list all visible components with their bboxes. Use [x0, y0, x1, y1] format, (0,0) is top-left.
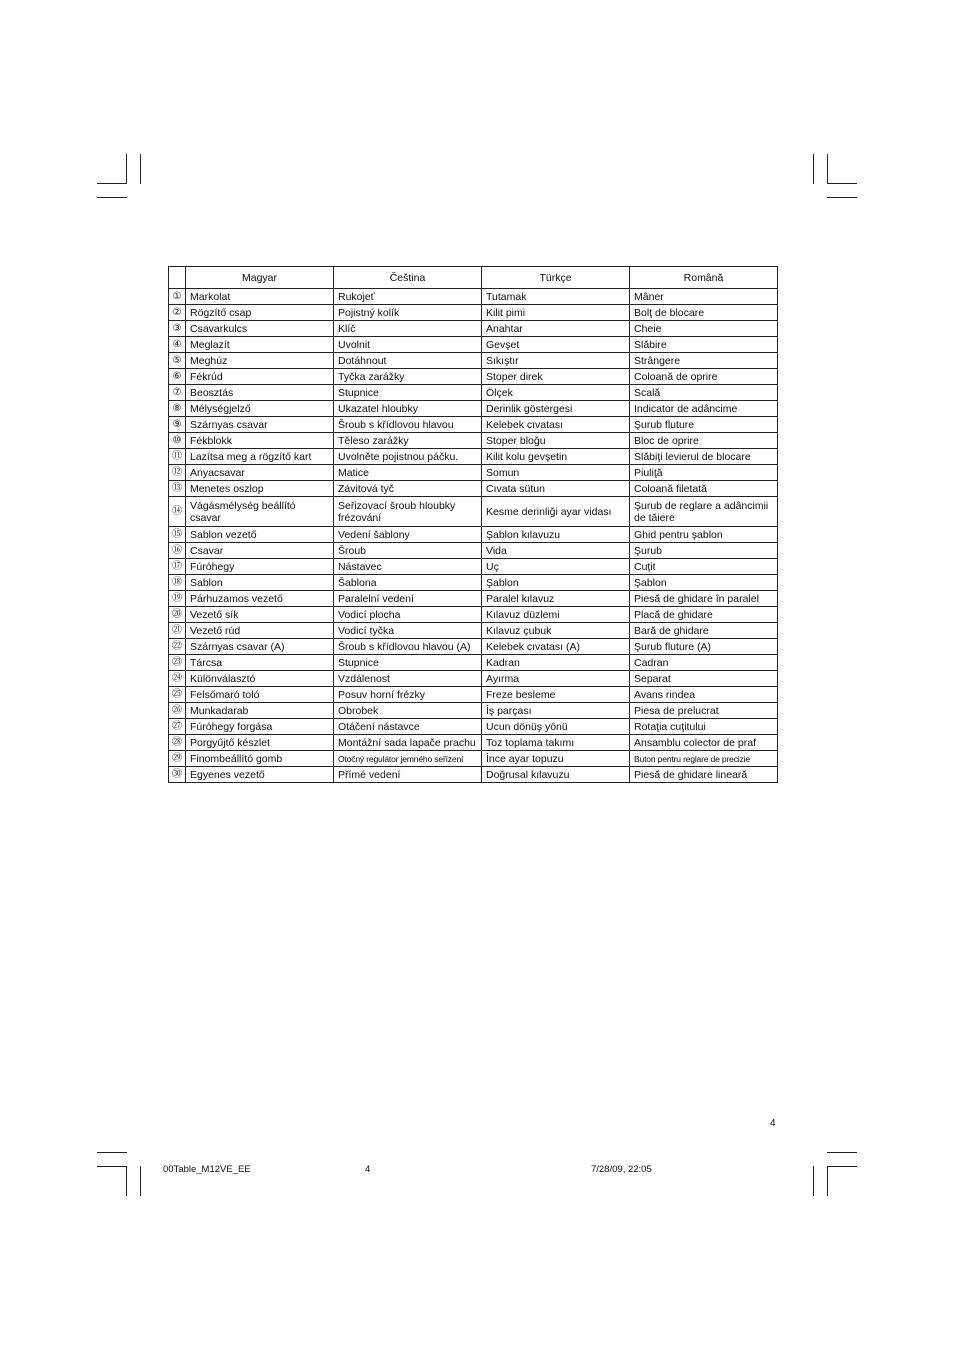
cell-magyar: Vezető sík	[186, 607, 334, 623]
table-row	[169, 481, 778, 497]
cell-romana: Bară de ghidare	[630, 623, 778, 639]
row-number: ⑥	[169, 369, 186, 385]
cell-romana: Piesă de ghidare în paralel	[630, 591, 778, 607]
cell-romana: Strângere	[630, 353, 778, 369]
row-number: ④	[169, 337, 186, 353]
cell-cestina: Šroub	[334, 543, 482, 559]
row-number: ㉔	[169, 671, 186, 687]
cell-cestina: Rukojeť	[334, 289, 482, 305]
table-row	[169, 671, 778, 687]
row-number: ⑬	[169, 481, 186, 497]
table-row	[169, 591, 778, 607]
row-number: ⑧	[169, 401, 186, 417]
cell-romana: Şurub fluture (A)	[630, 639, 778, 655]
cell-turkce: Somun	[482, 465, 630, 481]
cell-cestina: Nástavec	[334, 559, 482, 575]
row-number: ⑫	[169, 465, 186, 481]
crop-mark	[827, 1166, 828, 1196]
cell-romana: Şurub de reglare a adâncimii de tăiere	[630, 497, 778, 527]
row-number: ⑱	[169, 575, 186, 591]
table-row	[169, 639, 778, 655]
footer-file-name: 00Table_M12VE_EE	[163, 1164, 251, 1175]
cell-magyar: Csavar	[186, 543, 334, 559]
cell-magyar: Fékblokk	[186, 433, 334, 449]
cell-cestina: Uvolněte pojistnou páčku.	[334, 449, 482, 465]
table-row	[169, 305, 778, 321]
cell-romana: Cheie	[630, 321, 778, 337]
cell-cestina: Montážní sada lapače prachu	[334, 735, 482, 751]
cell-romana: Şurub fluture	[630, 417, 778, 433]
row-number: ⑪	[169, 449, 186, 465]
table-row	[169, 369, 778, 385]
cell-cestina: Matice	[334, 465, 482, 481]
cell-magyar: Menetes oszlop	[186, 481, 334, 497]
cell-turkce: Ölçek	[482, 385, 630, 401]
cell-magyar: Vezető rúd	[186, 623, 334, 639]
page-number: 4	[770, 1118, 776, 1129]
cell-magyar: Porgyűjtő készlet	[186, 735, 334, 751]
cell-turkce: Kelebek cıvatası	[482, 417, 630, 433]
crop-mark	[126, 154, 127, 184]
header-number-column	[169, 267, 186, 289]
crop-mark	[126, 1166, 127, 1196]
cell-cestina: Dotáhnout	[334, 353, 482, 369]
row-number: ⑭	[169, 497, 186, 527]
row-number: ㉑	[169, 623, 186, 639]
table-row	[169, 623, 778, 639]
row-number: ⑦	[169, 385, 186, 401]
cell-turkce: Kadran	[482, 655, 630, 671]
row-number: ⑤	[169, 353, 186, 369]
cell-turkce: Stoper bloğu	[482, 433, 630, 449]
cell-magyar: Lazítsa meg a rögzítő kart	[186, 449, 334, 465]
row-number: ㉚	[169, 767, 186, 783]
table-row	[169, 607, 778, 623]
cell-cestina: Otáčení nástavce	[334, 719, 482, 735]
row-number: ⑯	[169, 543, 186, 559]
row-number: ㉕	[169, 687, 186, 703]
cell-cestina: Závitová tyč	[334, 481, 482, 497]
cell-romana: Buton pentru reglare de precizie	[630, 751, 778, 767]
cell-cestina: Vodicí tyčka	[334, 623, 482, 639]
header-turkce: Türkçe	[482, 267, 630, 289]
table-row	[169, 655, 778, 671]
table-row	[169, 449, 778, 465]
crop-mark	[813, 1166, 814, 1196]
cell-turkce: Cıvata sütun	[482, 481, 630, 497]
cell-magyar: Párhuzamos vezető	[186, 591, 334, 607]
cell-turkce: Uç	[482, 559, 630, 575]
cell-cestina: Těleso zarážky	[334, 433, 482, 449]
cell-magyar: Rögzítő csap	[186, 305, 334, 321]
table-row	[169, 543, 778, 559]
header-magyar: Magyar	[186, 267, 334, 289]
cell-romana: Placă de ghidare	[630, 607, 778, 623]
row-number: ②	[169, 305, 186, 321]
table-row	[169, 289, 778, 305]
cell-cestina: Pojistný kolík	[334, 305, 482, 321]
cell-turkce: Şablon	[482, 575, 630, 591]
crop-mark	[827, 197, 857, 198]
footer-timestamp: 7/28/09, 22:05	[591, 1164, 652, 1175]
cell-cestina: Paralelní vedení	[334, 591, 482, 607]
cell-cestina: Vedení šablony	[334, 527, 482, 543]
cell-romana: Slăbire	[630, 337, 778, 353]
header-cestina: Čeština	[334, 267, 482, 289]
cell-turkce: Kılavuz çubuk	[482, 623, 630, 639]
cell-romana: Piesă de ghidare lineară	[630, 767, 778, 783]
cell-romana: Separat	[630, 671, 778, 687]
cell-turkce: İş parçası	[482, 703, 630, 719]
cell-turkce: Toz toplama takımı	[482, 735, 630, 751]
cell-magyar: Szárnyas csavar	[186, 417, 334, 433]
table-row	[169, 385, 778, 401]
cell-cestina: Otočný regulátor jemného seřízení	[334, 751, 482, 767]
cell-turkce: Doğrusal kılavuzu	[482, 767, 630, 783]
cell-romana: Scală	[630, 385, 778, 401]
crop-mark	[97, 197, 127, 198]
cell-cestina: Vodicí plocha	[334, 607, 482, 623]
cell-magyar: Felsőmaró toló	[186, 687, 334, 703]
cell-turkce: Tutamak	[482, 289, 630, 305]
cell-cestina: Klíč	[334, 321, 482, 337]
row-number: ⑩	[169, 433, 186, 449]
cell-romana: Ghid pentru şablon	[630, 527, 778, 543]
cell-cestina: Posuv horní frézky	[334, 687, 482, 703]
row-number: ③	[169, 321, 186, 337]
cell-turkce: Stoper direk	[482, 369, 630, 385]
cell-romana: Şablon	[630, 575, 778, 591]
table-row	[169, 559, 778, 575]
cell-turkce: Paralel kılavuz	[482, 591, 630, 607]
table-row	[169, 353, 778, 369]
row-number: ⑮	[169, 527, 186, 543]
crop-mark	[97, 183, 127, 184]
crop-mark	[140, 154, 141, 184]
cell-romana: Ansamblu colector de praf	[630, 735, 778, 751]
cell-turkce: Kılavuz düzlemi	[482, 607, 630, 623]
table-row	[169, 527, 778, 543]
crop-mark	[813, 154, 814, 184]
cell-magyar: Mélységjelző	[186, 401, 334, 417]
row-number: ⑨	[169, 417, 186, 433]
cell-romana: Piuliţă	[630, 465, 778, 481]
crop-mark	[97, 1166, 127, 1167]
cell-cestina: Seřizovací šroub hloubky frézování	[334, 497, 482, 527]
row-number: ①	[169, 289, 186, 305]
cell-magyar: Munkadarab	[186, 703, 334, 719]
cell-magyar: Különválasztó	[186, 671, 334, 687]
cell-magyar: Csavarkulcs	[186, 321, 334, 337]
cell-magyar: Fúróhegy	[186, 559, 334, 575]
table-row	[169, 321, 778, 337]
cell-magyar: Beosztás	[186, 385, 334, 401]
cell-romana: Coloană filetată	[630, 481, 778, 497]
cell-romana: Avans rindea	[630, 687, 778, 703]
cell-turkce: Derinlik göstergesi	[482, 401, 630, 417]
cell-magyar: Tárcsa	[186, 655, 334, 671]
cell-turkce: Kesme derinliği ayar vidası	[482, 497, 630, 527]
cell-magyar: Fúróhegy forgása	[186, 719, 334, 735]
cell-turkce: Kilit pimi	[482, 305, 630, 321]
cell-cestina: Přímé vedení	[334, 767, 482, 783]
cell-magyar: Sablon vezető	[186, 527, 334, 543]
crop-mark	[140, 1166, 141, 1196]
table-header-row	[169, 267, 778, 289]
cell-romana: Piesa de prelucrat	[630, 703, 778, 719]
cell-turkce: Freze besleme	[482, 687, 630, 703]
cell-cestina: Šroub s křídlovou hlavou (A)	[334, 639, 482, 655]
table-row	[169, 751, 778, 767]
cell-turkce: Kelebek cıvatası (A)	[482, 639, 630, 655]
cell-turkce: Anahtar	[482, 321, 630, 337]
table-row	[169, 401, 778, 417]
cell-romana: Cadran	[630, 655, 778, 671]
cell-turkce: Gevşet	[482, 337, 630, 353]
cell-turkce: Kilit kolu gevşetin	[482, 449, 630, 465]
cell-magyar: Markolat	[186, 289, 334, 305]
cell-turkce: Ayırma	[482, 671, 630, 687]
footer-page-number: 4	[365, 1164, 371, 1175]
crop-mark	[827, 1152, 857, 1153]
cell-magyar: Finombeállító gomb	[186, 751, 334, 767]
header-romana: Română	[630, 267, 778, 289]
table-row	[169, 687, 778, 703]
cell-magyar: Egyenes vezető	[186, 767, 334, 783]
crop-mark	[827, 1166, 857, 1167]
cell-turkce: Şablon kılavuzu	[482, 527, 630, 543]
cell-cestina: Stupnice	[334, 655, 482, 671]
row-number: ⑲	[169, 591, 186, 607]
row-number: ⑰	[169, 559, 186, 575]
table-row	[169, 337, 778, 353]
table-row	[169, 497, 778, 527]
cell-magyar: Vágásmélység beállító csavar	[186, 497, 334, 527]
cell-romana: Mâner	[630, 289, 778, 305]
cell-cestina: Obrobek	[334, 703, 482, 719]
parts-glossary-table	[168, 266, 778, 783]
cell-romana: Şurub	[630, 543, 778, 559]
cell-turkce: Ucun dönüş yönü	[482, 719, 630, 735]
cell-cestina: Uvolnit	[334, 337, 482, 353]
cell-cestina: Stupnice	[334, 385, 482, 401]
cell-magyar: Szárnyas csavar (A)	[186, 639, 334, 655]
table-row	[169, 703, 778, 719]
row-number: ㉖	[169, 703, 186, 719]
table-row	[169, 575, 778, 591]
row-number: ㉗	[169, 719, 186, 735]
cell-cestina: Vzdálenost	[334, 671, 482, 687]
row-number: ⑳	[169, 607, 186, 623]
row-number: ㉙	[169, 751, 186, 767]
table-row	[169, 417, 778, 433]
cell-romana: Coloană de oprire	[630, 369, 778, 385]
cell-romana: Rotaţia cuţitului	[630, 719, 778, 735]
cell-cestina: Šroub s křídlovou hlavou	[334, 417, 482, 433]
cell-magyar: Sablon	[186, 575, 334, 591]
cell-magyar: Fékrúd	[186, 369, 334, 385]
cell-magyar: Meglazít	[186, 337, 334, 353]
cell-cestina: Tyčka zarážky	[334, 369, 482, 385]
table-row	[169, 735, 778, 751]
table-row	[169, 465, 778, 481]
cell-cestina: Ukazatel hloubky	[334, 401, 482, 417]
cell-romana: Slăbiţi levierul de blocare	[630, 449, 778, 465]
cell-turkce: Vida	[482, 543, 630, 559]
cell-turkce: Sıkıştır	[482, 353, 630, 369]
row-number: ㉘	[169, 735, 186, 751]
table-row	[169, 767, 778, 783]
cell-magyar: Meghúz	[186, 353, 334, 369]
cell-magyar: Anyacsavar	[186, 465, 334, 481]
cell-turkce: İnce ayar topuzu	[482, 751, 630, 767]
cell-romana: Bolţ de blocare	[630, 305, 778, 321]
table-row	[169, 719, 778, 735]
crop-mark	[97, 1152, 127, 1153]
row-number: ㉓	[169, 655, 186, 671]
cell-cestina: Šablona	[334, 575, 482, 591]
crop-mark	[827, 154, 828, 184]
cell-romana: Indicator de adâncime	[630, 401, 778, 417]
crop-mark	[827, 183, 857, 184]
row-number: ㉒	[169, 639, 186, 655]
cell-romana: Cuţit	[630, 559, 778, 575]
cell-romana: Bloc de oprire	[630, 433, 778, 449]
table-row	[169, 433, 778, 449]
